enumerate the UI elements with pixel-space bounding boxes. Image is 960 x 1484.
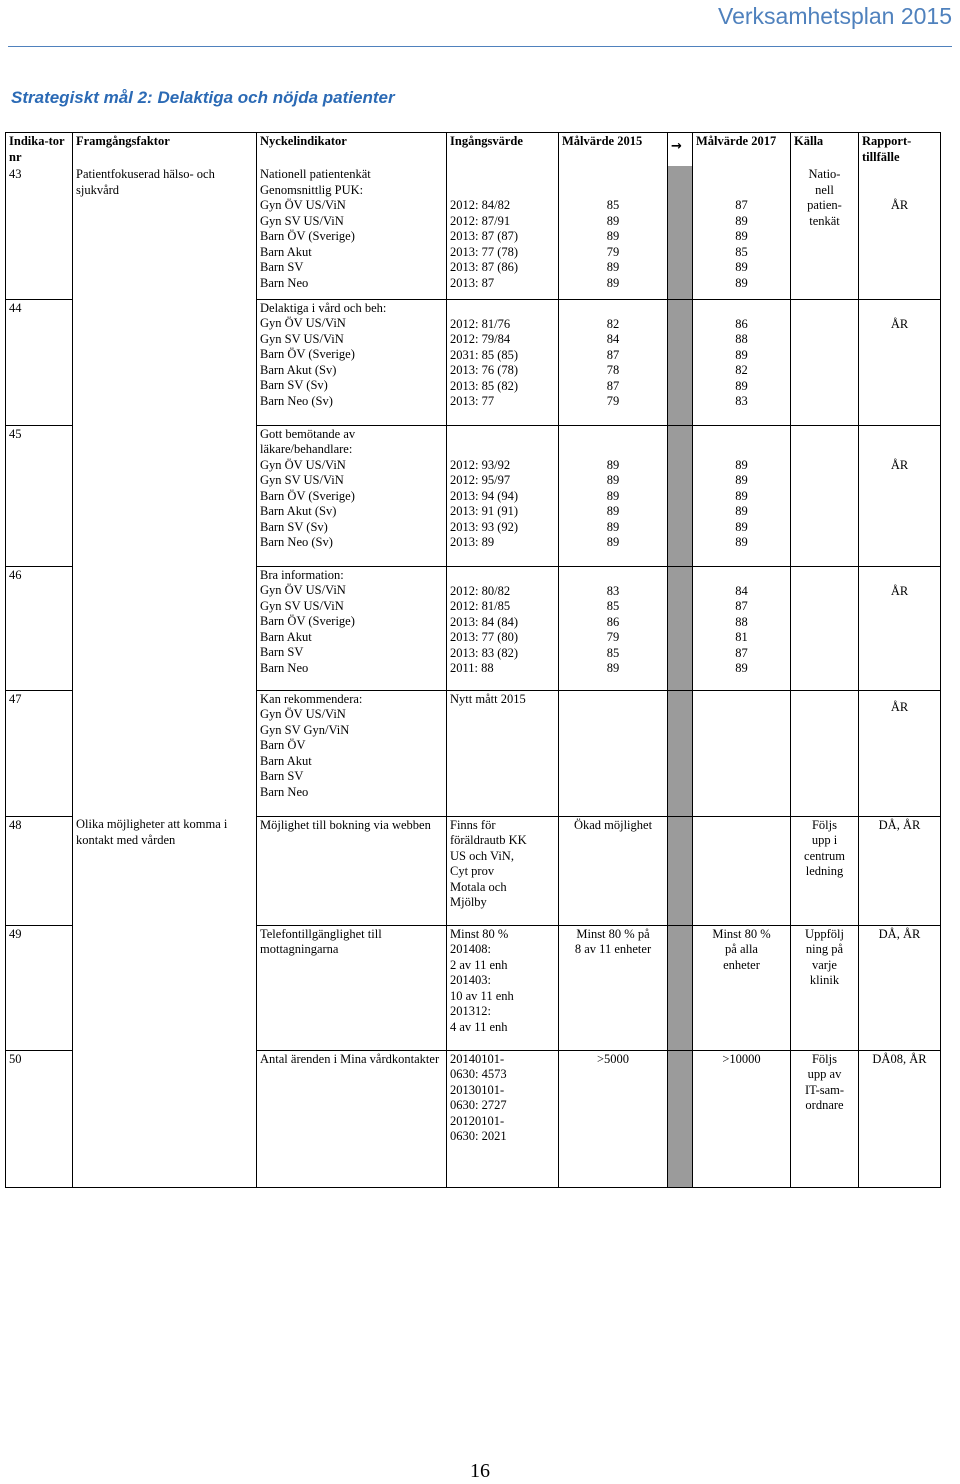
- indicator-number: 47: [6, 690, 73, 816]
- report-occasion: ÅR: [859, 690, 941, 816]
- key-indicator: Gott bemötande av läkare/behandlare: Gyn ÖV US/ViN Gyn SV US/ViN Barn ÖV (Sverige) Barn Akut (Sv) Barn SV (Sv) Barn Neo (Sv): [257, 425, 447, 566]
- col-header-indicator: Indika-tor nr: [6, 133, 73, 167]
- target-2015: Minst 80 % på 8 av 11 enheter: [559, 925, 668, 1050]
- target-2017: 89 89 89 89 89 89: [693, 425, 791, 566]
- report-occasion: DÅ, ÅR: [859, 925, 941, 1050]
- target-2015: 82 84 87 78 87 79: [559, 299, 668, 425]
- success-factor: Olika möjligheter att komma i kontakt med vården: [73, 816, 257, 925]
- grey-divider-cell: [668, 925, 693, 1050]
- report-occasion: ÅR: [859, 299, 941, 425]
- success-factor: [73, 925, 257, 1050]
- entry-value: Minst 80 % 201408: 2 av 11 enh 201403: 10 av 11 enh 201312: 4 av 11 enh: [447, 925, 559, 1050]
- target-2017: [693, 690, 791, 816]
- indicator-number: 45: [6, 425, 73, 566]
- source: [791, 690, 859, 816]
- target-2017: 84 87 88 81 87 89: [693, 566, 791, 690]
- page-number: 16: [470, 1460, 490, 1482]
- key-indicator: Möjlighet till bokning via webben: [257, 816, 447, 925]
- report-occasion: ÅR: [859, 566, 941, 690]
- col-header-key-indicator: Nyckelindikator: [257, 133, 447, 167]
- indicator-number: 44: [6, 299, 73, 425]
- source: Natio-nell patien-tenkät: [791, 166, 859, 299]
- source: Följs upp i centrum ledning: [791, 816, 859, 925]
- entry-value: 2012: 84/82 2012: 87/91 2013: 87 (87) 2013: 77 (78) 2013: 87 (86) 2013: 87: [447, 166, 559, 299]
- target-2015: 85 89 89 79 89 89: [559, 166, 668, 299]
- table-row: [6, 566, 941, 690]
- target-2015: 89 89 89 89 89 89: [559, 425, 668, 566]
- grey-divider-cell: [668, 690, 693, 816]
- col-header-target-2017: Målvärde 2017: [693, 133, 791, 167]
- page-header-title: Verksamhetsplan 2015: [718, 3, 952, 29]
- entry-value: 20140101- 0630: 4573 20130101- 0630: 2727 20120101- 0630: 2021: [447, 1050, 559, 1187]
- grey-divider-cell: [668, 166, 693, 299]
- goal-prefix: Strategiskt mål 2:: [11, 88, 153, 107]
- target-2017: >10000: [693, 1050, 791, 1187]
- key-indicator: Nationell patientenkät Genomsnittlig PUK: Gyn ÖV US/ViN Gyn SV US/ViN Barn ÖV (Sverige) Barn Akut Barn SV Barn Neo: [257, 166, 447, 299]
- col-header-source: Källa: [791, 133, 859, 167]
- report-occasion: ÅR: [859, 425, 941, 566]
- target-2015: 83 85 86 79 85 89: [559, 566, 668, 690]
- table-row: [6, 925, 941, 1050]
- key-indicator: Antal ärenden i Mina vårdkontakter: [257, 1050, 447, 1187]
- col-header-report: Rapport-tillfälle: [859, 133, 941, 167]
- grey-divider-cell: [668, 299, 693, 425]
- success-factor: [73, 690, 257, 816]
- key-indicator: Delaktiga i vård och beh: Gyn ÖV US/ViN Gyn SV US/ViN Barn ÖV (Sverige) Barn Akut (Sv) Barn SV (Sv) Barn Neo (Sv): [257, 299, 447, 425]
- table-row: [6, 166, 941, 299]
- key-indicator: Bra information: Gyn ÖV US/ViN Gyn SV US/ViN Barn ÖV (Sverige) Barn Akut Barn SV Barn Neo: [257, 566, 447, 690]
- success-factor: [73, 566, 257, 690]
- report-occasion: DÅ08, ÅR: [859, 1050, 941, 1187]
- target-2015: Ökad möjlighet: [559, 816, 668, 925]
- target-2017: 87 89 89 85 89 89: [693, 166, 791, 299]
- table-row: [6, 299, 941, 425]
- source: [791, 299, 859, 425]
- report-occasion: ÅR: [859, 166, 941, 299]
- indicator-number: 48: [6, 816, 73, 925]
- goal-heading: [11, 88, 395, 108]
- indicator-number: 43: [6, 166, 73, 299]
- table-header-row: [6, 133, 941, 167]
- header-rule: [8, 46, 952, 47]
- arrow-right-icon: →: [671, 139, 682, 154]
- indicator-number: 49: [6, 925, 73, 1050]
- col-header-factor: Framgångsfaktor: [73, 133, 257, 167]
- target-2017: [693, 816, 791, 925]
- entry-value: 2012: 93/92 2012: 95/97 2013: 94 (94) 2013: 91 (91) 2013: 93 (92) 2013: 89: [447, 425, 559, 566]
- source: Följs upp av IT-sam- ordnare: [791, 1050, 859, 1187]
- indicator-number: 46: [6, 566, 73, 690]
- table-row: [6, 425, 941, 566]
- source: [791, 566, 859, 690]
- indicator-number: 50: [6, 1050, 73, 1187]
- grey-divider-cell: [668, 1050, 693, 1187]
- table-row: [6, 690, 941, 816]
- grey-divider-cell: [668, 816, 693, 925]
- key-indicator: Telefontillgänglighet till mottagningarna: [257, 925, 447, 1050]
- target-2015: >5000: [559, 1050, 668, 1187]
- success-factor: [73, 299, 257, 425]
- goal-text: Delaktiga och nöjda patienter: [152, 88, 395, 107]
- source: [791, 425, 859, 566]
- table-row: [6, 816, 941, 925]
- indicator-table: [5, 132, 941, 1188]
- col-header-target-2015: Målvärde 2015: [559, 133, 668, 167]
- success-factor: [73, 1050, 257, 1187]
- target-2015: [559, 690, 668, 816]
- entry-value: 2012: 81/76 2012: 79/84 2031: 85 (85) 2013: 76 (78) 2013: 85 (82) 2013: 77: [447, 299, 559, 425]
- grey-divider-cell: [668, 425, 693, 566]
- col-header-arrow: [668, 133, 693, 167]
- target-2017: Minst 80 % på alla enheter: [693, 925, 791, 1050]
- entry-value: Nytt mått 2015: [447, 690, 559, 816]
- grey-divider-cell: [668, 566, 693, 690]
- target-2017: 86 88 89 82 89 83: [693, 299, 791, 425]
- success-factor: Patientfokuserad hälso- och sjukvård: [73, 166, 257, 299]
- success-factor: [73, 425, 257, 566]
- key-indicator: Kan rekommendera: Gyn ÖV US/ViN Gyn SV Gyn/ViN Barn ÖV Barn Akut Barn SV Barn Neo: [257, 690, 447, 816]
- table-row: [6, 1050, 941, 1187]
- source: Uppfölj ning på varje klinik: [791, 925, 859, 1050]
- col-header-entry-value: Ingångsvärde: [447, 133, 559, 167]
- entry-value: 2012: 80/82 2012: 81/85 2013: 84 (84) 2013: 77 (80) 2013: 83 (82) 2011: 88: [447, 566, 559, 690]
- entry-value: Finns för föräldrautb KK US och ViN, Cyt prov Motala och Mjölby: [447, 816, 559, 925]
- report-occasion: DÅ, ÅR: [859, 816, 941, 925]
